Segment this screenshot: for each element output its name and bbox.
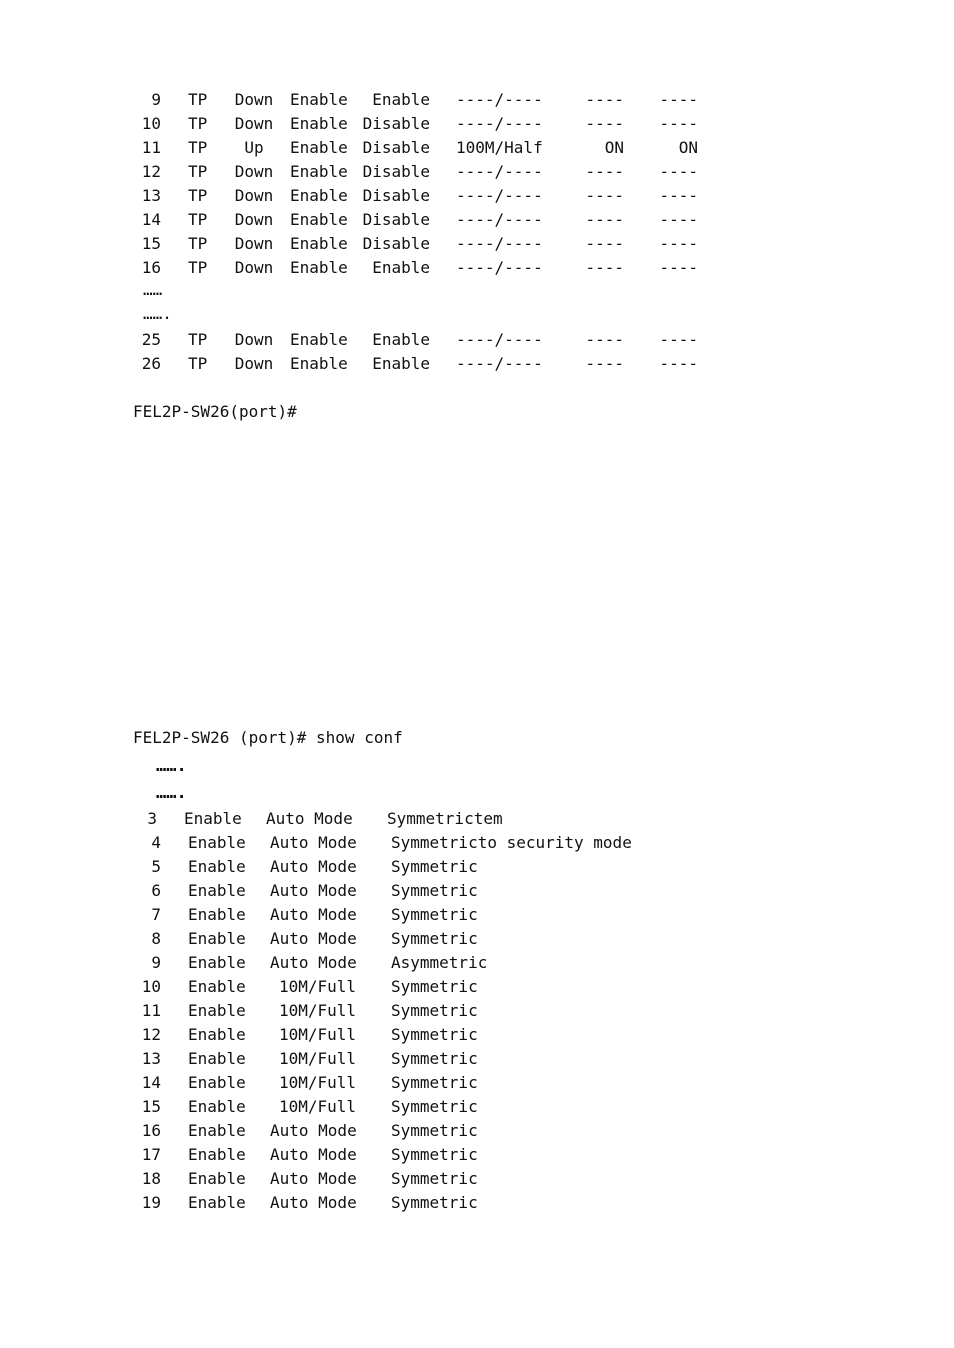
cell-type: TP — [188, 258, 208, 277]
table-row — [0, 136, 954, 160]
cell-auto: Disable — [362, 138, 430, 157]
cell-port: 4 — [151, 833, 161, 852]
cell-auto: Disable — [362, 210, 430, 229]
table-row — [0, 999, 954, 1023]
cell-speed: 100M/Half — [456, 138, 543, 157]
cell-port: 3 — [147, 809, 157, 828]
cell-speed: ----/---- — [456, 114, 543, 133]
cell-port: 16 — [141, 258, 161, 277]
cell-state: Enable — [188, 833, 246, 852]
cell-speed: ----/---- — [456, 186, 543, 205]
table-row — [0, 831, 954, 855]
cell-mode: Auto Mode — [270, 905, 357, 924]
cell-port: 11 — [141, 138, 161, 157]
cell-flow: Symmetric — [391, 905, 478, 924]
cell-type: TP — [188, 210, 208, 229]
cell-speed: ----/---- — [456, 234, 543, 253]
cell-flow: Symmetric — [391, 1001, 478, 1020]
cell-state: Enable — [290, 258, 348, 277]
cell-port: 19 — [141, 1193, 161, 1212]
cell-port: 10 — [141, 114, 161, 133]
cell-state: Enable — [290, 354, 348, 373]
cell-state: Enable — [188, 1121, 246, 1140]
cell-type: TP — [188, 330, 208, 349]
cell-speed: ----/---- — [456, 354, 543, 373]
cell-bp: ---- — [659, 210, 698, 229]
cell-port: 13 — [141, 186, 161, 205]
cell-fc: ---- — [585, 258, 624, 277]
table-row — [0, 927, 954, 951]
table-row — [0, 352, 954, 376]
cell-bp: ---- — [659, 90, 698, 109]
ellipsis-line: ……. — [143, 304, 172, 323]
cell-state: Enable — [188, 905, 246, 924]
cell-flow: Symmetric — [391, 1145, 478, 1164]
cell-fc: ---- — [585, 354, 624, 373]
table-row — [0, 1071, 954, 1095]
cell-auto: Disable — [362, 114, 430, 133]
cell-port: 17 — [141, 1145, 161, 1164]
cell-link: Down — [234, 90, 274, 109]
cell-mode: Auto Mode — [270, 857, 357, 876]
cell-flow: Symmetric — [391, 1169, 478, 1188]
cell-state: Enable — [290, 90, 348, 109]
table-row — [0, 328, 954, 352]
table-row — [0, 951, 954, 975]
cell-link: Down — [234, 210, 274, 229]
cell-flow: Symmetric — [391, 881, 478, 900]
cell-state: Enable — [188, 857, 246, 876]
cell-port: 14 — [141, 210, 161, 229]
cell-port: 15 — [141, 234, 161, 253]
cell-port: 9 — [151, 90, 161, 109]
cell-state: Enable — [290, 162, 348, 181]
cell-auto: Enable — [372, 354, 430, 373]
cell-port: 10 — [141, 977, 161, 996]
cell-flow: Symmetric — [391, 977, 478, 996]
cell-port: 16 — [141, 1121, 161, 1140]
cell-mode: 10M/Full — [278, 1025, 356, 1044]
cell-auto: Disable — [362, 162, 430, 181]
cell-type: TP — [188, 138, 208, 157]
cell-auto: Enable — [372, 330, 430, 349]
cell-state: Enable — [188, 1001, 246, 1020]
cell-mode: Auto Mode — [270, 929, 357, 948]
cell-flow: Symmetric — [391, 1049, 478, 1068]
cell-mode: Auto Mode — [270, 1193, 357, 1212]
cell-state: Enable — [188, 1097, 246, 1116]
cell-type: TP — [188, 90, 208, 109]
cell-type: TP — [188, 162, 208, 181]
cell-speed: ----/---- — [456, 210, 543, 229]
table-row — [0, 208, 954, 232]
cell-flow: Symmetric — [391, 1097, 478, 1116]
table-row — [0, 879, 954, 903]
cell-state: Enable — [188, 929, 246, 948]
cell-mode: Auto Mode — [270, 1145, 357, 1164]
cell-state: Enable — [184, 809, 242, 828]
table-row — [0, 184, 954, 208]
cell-state: Enable — [188, 977, 246, 996]
cell-mode: Auto Mode — [270, 881, 357, 900]
cell-state: Enable — [188, 953, 246, 972]
cell-auto: Enable — [372, 258, 430, 277]
cell-type: TP — [188, 186, 208, 205]
table-row — [0, 88, 954, 112]
cell-mode: 10M/Full — [278, 1001, 356, 1020]
table-row — [0, 1143, 954, 1167]
table-row — [0, 903, 954, 927]
cell-state: Enable — [290, 186, 348, 205]
cell-type: TP — [188, 114, 208, 133]
cell-auto: Enable — [372, 90, 430, 109]
cell-mode: Auto Mode — [270, 1169, 357, 1188]
cell-bp: ---- — [659, 186, 698, 205]
cell-fc: ---- — [585, 330, 624, 349]
cell-port: 25 — [141, 330, 161, 349]
cell-port: 26 — [141, 354, 161, 373]
table-row — [0, 256, 954, 280]
cell-flow: Symmetric — [391, 1193, 478, 1212]
cell-state: Enable — [188, 881, 246, 900]
cell-speed: ----/---- — [456, 90, 543, 109]
table-row — [0, 1023, 954, 1047]
cell-fc: ---- — [585, 210, 624, 229]
cell-link: Down — [234, 186, 274, 205]
table-row — [0, 1095, 954, 1119]
cell-auto: Disable — [362, 234, 430, 253]
cell-state: Enable — [290, 114, 348, 133]
cell-port: 6 — [151, 881, 161, 900]
cell-port: 9 — [151, 953, 161, 972]
cell-port: 7 — [151, 905, 161, 924]
cell-speed: ----/---- — [456, 258, 543, 277]
cell-flow: Symmetric — [391, 929, 478, 948]
cell-fc: ---- — [585, 162, 624, 181]
cell-flow: Symmetricto security mode — [391, 833, 632, 852]
cell-port: 13 — [141, 1049, 161, 1068]
table-row — [0, 807, 954, 831]
cell-mode: Auto Mode — [270, 953, 357, 972]
cell-flow: Asymmetric — [391, 953, 488, 972]
cell-state: Enable — [290, 138, 348, 157]
cell-port: 12 — [141, 162, 161, 181]
cell-fc: ON — [604, 138, 624, 157]
cell-link: Down — [234, 354, 274, 373]
cell-mode: Auto Mode — [266, 809, 353, 828]
cell-state: Enable — [290, 330, 348, 349]
cell-fc: ---- — [585, 234, 624, 253]
cell-bp: ON — [678, 138, 698, 157]
cell-mode: 10M/Full — [278, 1073, 356, 1092]
ellipsis-line: ……. — [156, 756, 187, 776]
cell-type: TP — [188, 234, 208, 253]
cell-mode: Auto Mode — [270, 1121, 357, 1140]
cell-state: Enable — [290, 210, 348, 229]
table-row — [0, 975, 954, 999]
cell-link: Up — [244, 138, 264, 157]
cell-link: Down — [234, 114, 274, 133]
cell-bp: ---- — [659, 162, 698, 181]
cell-fc: ---- — [585, 90, 624, 109]
cell-bp: ---- — [659, 354, 698, 373]
table-row — [0, 1119, 954, 1143]
cell-bp: ---- — [659, 258, 698, 277]
cell-state: Enable — [188, 1049, 246, 1068]
cell-fc: ---- — [585, 114, 624, 133]
cell-flow: Symmetric — [391, 1025, 478, 1044]
table-row — [0, 160, 954, 184]
cell-state: Enable — [188, 1193, 246, 1212]
cell-link: Down — [234, 258, 274, 277]
table-row — [0, 112, 954, 136]
cell-mode: 10M/Full — [278, 977, 356, 996]
cell-flow: Symmetric — [391, 1121, 478, 1140]
cell-state: Enable — [188, 1169, 246, 1188]
cli-prompt: FEL2P-SW26(port)# — [133, 402, 297, 421]
table-row — [0, 1047, 954, 1071]
cell-link: Down — [234, 234, 274, 253]
cell-port: 8 — [151, 929, 161, 948]
cell-port: 14 — [141, 1073, 161, 1092]
cell-flow: Symmetrictem — [387, 809, 503, 828]
cell-mode: Auto Mode — [270, 833, 357, 852]
cell-port: 15 — [141, 1097, 161, 1116]
cell-state: Enable — [290, 234, 348, 253]
cell-flow: Symmetric — [391, 857, 478, 876]
cell-fc: ---- — [585, 186, 624, 205]
cell-mode: 10M/Full — [278, 1049, 356, 1068]
cell-port: 12 — [141, 1025, 161, 1044]
cell-bp: ---- — [659, 234, 698, 253]
cell-speed: ----/---- — [456, 162, 543, 181]
table-row — [0, 855, 954, 879]
cell-flow: Symmetric — [391, 1073, 478, 1092]
cell-port: 11 — [141, 1001, 161, 1020]
cell-port: 18 — [141, 1169, 161, 1188]
table-row — [0, 1167, 954, 1191]
cell-mode: 10M/Full — [278, 1097, 356, 1116]
table-row — [0, 232, 954, 256]
cli-command: FEL2P-SW26 (port)# show conf — [133, 728, 403, 747]
cell-link: Down — [234, 162, 274, 181]
ellipsis-line: ……. — [156, 783, 187, 803]
cell-type: TP — [188, 354, 208, 373]
cell-bp: ---- — [659, 330, 698, 349]
cell-link: Down — [234, 330, 274, 349]
cell-state: Enable — [188, 1025, 246, 1044]
cell-state: Enable — [188, 1073, 246, 1092]
ellipsis-line: …… — [143, 280, 163, 299]
cell-auto: Disable — [362, 186, 430, 205]
cell-speed: ----/---- — [456, 330, 543, 349]
table-row — [0, 1191, 954, 1215]
cell-bp: ---- — [659, 114, 698, 133]
cell-state: Enable — [188, 1145, 246, 1164]
cell-port: 5 — [151, 857, 161, 876]
